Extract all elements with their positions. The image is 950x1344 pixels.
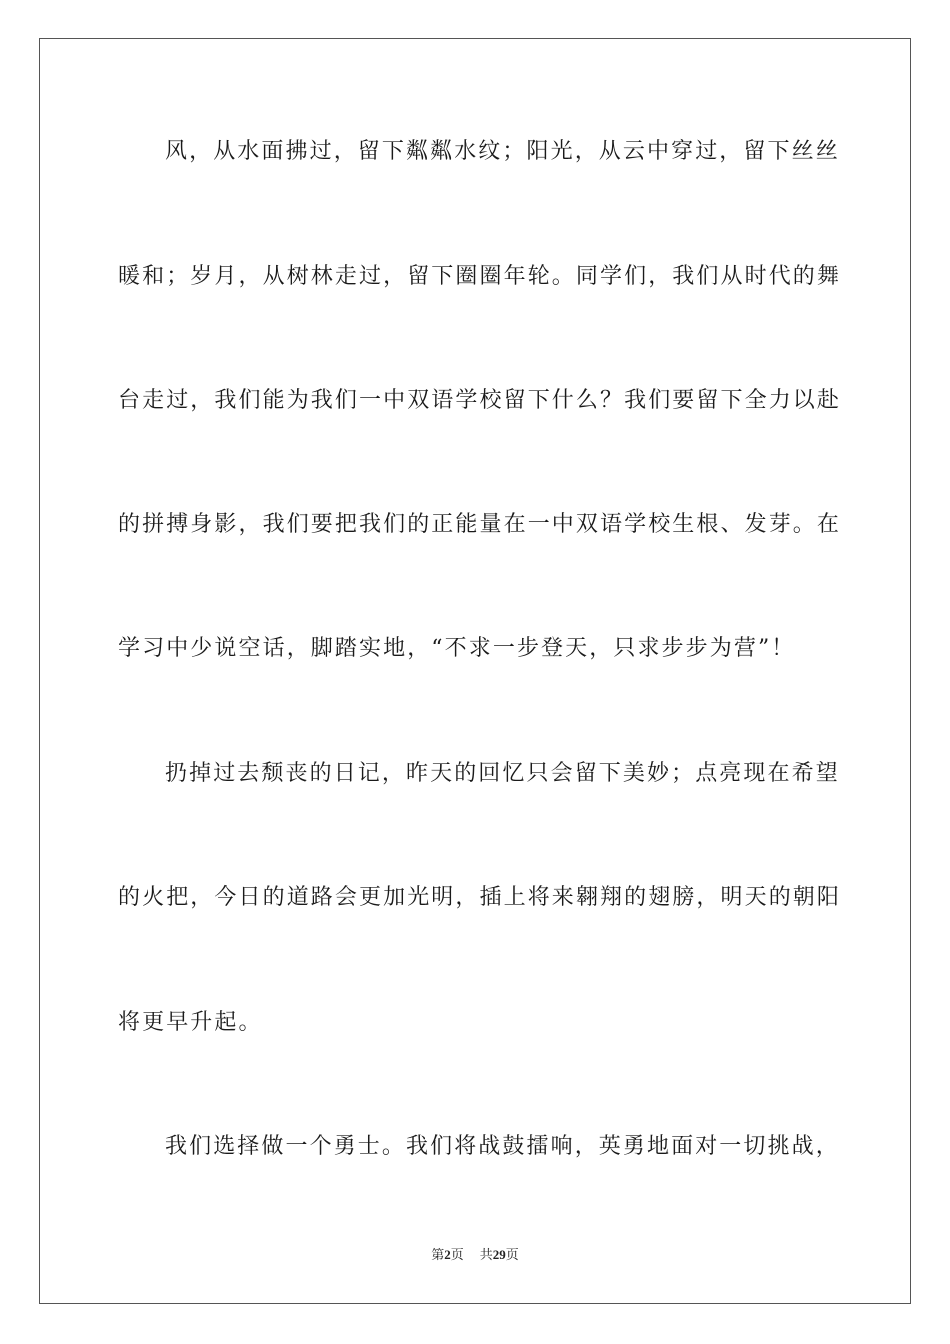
page-number-prefix: 第: [431, 1248, 445, 1263]
current-page-number: 2: [444, 1247, 451, 1262]
paragraph-line: 我们选择做一个勇士。我们将战鼓擂响，英勇地面对一切挑战，: [165, 1134, 840, 1159]
total-pages-prefix: 共: [479, 1248, 493, 1263]
page-number-suffix: 页: [450, 1248, 464, 1263]
paragraph-line: 台走过，我们能为我们一中双语学校留下什么？我们要留下全力以赴: [118, 388, 842, 413]
paragraph-line: 暖和；岁月，从树林走过，留下圈圈年轮。同学们，我们从时代的舞: [118, 264, 842, 289]
paragraph-line: 学习中少说空话，脚踏实地，“不求一步登天，只求步步为营”！: [118, 636, 796, 661]
paragraph-line: 的火把，今日的道路会更加光明，插上将来翱翔的翅膀，明天的朝阳: [118, 885, 842, 910]
paragraph-line: 风，从水面拂过，留下粼粼水纹；阳光，从云中穿过，留下丝丝: [165, 139, 840, 164]
total-pages-suffix: 页: [505, 1248, 519, 1263]
paragraph-line: 的拼搏身影，我们要把我们的正能量在一中双语学校生根、发芽。在: [118, 512, 842, 537]
total-page-count: 29: [492, 1247, 506, 1262]
paragraph-line: 扔掉过去颓丧的日记，昨天的回忆只会留下美妙；点亮现在希望: [165, 761, 840, 786]
page-footer: [0, 1246, 950, 1265]
paragraph-line: 将更早升起。: [118, 1010, 263, 1035]
page-border: [39, 38, 911, 1304]
